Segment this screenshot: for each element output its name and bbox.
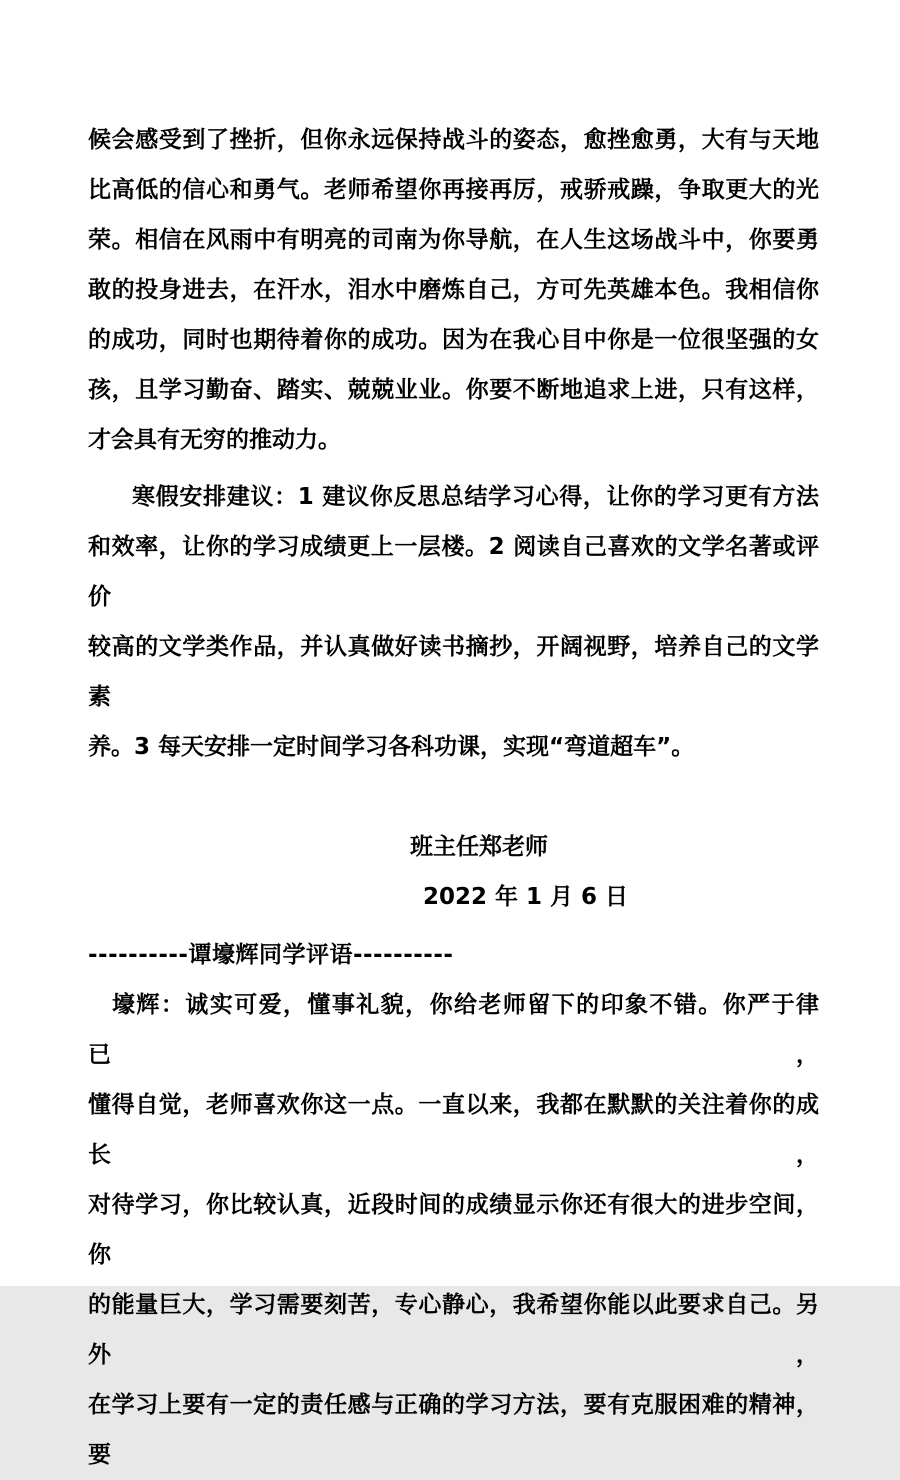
vacation-advice-paragraph: [88, 472, 819, 772]
document-content: [88, 115, 819, 1480]
teacher-comment-paragraph: [88, 115, 819, 465]
comment-date: 2022 年 1 月 6 日: [423, 884, 629, 910]
student-section-divider: ----------谭壕辉同学评语----------: [88, 942, 454, 968]
teacher-signature: 班主任郑老师: [410, 834, 548, 860]
text-line: 敢的投身进去，在汗水，泪水中磨炼自己，方可先英雄本色。我相信你: [88, 277, 819, 303]
text-line: 对待学习，你比较认真，近段时间的成绩显示你还有很大的进步空间，你: [88, 1192, 819, 1268]
student-comment-paragraph: [88, 980, 819, 1480]
text-line: 荣。相信在风雨中有明亮的司南为你导航，在人生这场战斗中，你要勇: [88, 227, 819, 253]
text-line: 孩，且学习勤奋、踏实、兢兢业业。你要不断地追求上进，只有这样，: [88, 377, 819, 403]
text-line: 才会具有无穷的推动力。: [88, 427, 341, 453]
text-line: 养。3 每天安排一定时间学习各科功课，实现“弯道超车”。: [88, 734, 695, 760]
text-line: 寒假安排建议：1 建议你反思总结学习心得，让你的学习更有方法: [132, 484, 819, 510]
text-line: 和效率，让你的学习成绩更上一层楼。2 阅读自己喜欢的文学名著或评价: [88, 534, 819, 610]
text-line: 懂得自觉，老师喜欢你这一点。一直以来，我都在默默的关注着你的成长，: [88, 1092, 819, 1168]
text-line: 在学习上要有一定的责任感与正确的学习方法，要有克服困难的精神，要: [88, 1392, 819, 1468]
text-line: 的成功，同时也期待着你的成功。因为在我心目中你是一位很坚强的女: [88, 327, 819, 353]
text-line: 壕辉：诚实可爱，懂事礼貌，你给老师留下的印象不错。你严于律已，: [88, 992, 819, 1068]
text-line: 的能量巨大，学习需要刻苦，专心静心，我希望你能以此要求自己。另外，: [88, 1292, 819, 1368]
text-line: 较高的文学类作品，并认真做好读书摘抄，开阔视野，培养自己的文学素: [88, 634, 819, 710]
text-line: 候会感受到了挫折，但你永远保持战斗的姿态，愈挫愈勇，大有与天地: [88, 127, 819, 153]
text-line: 比高低的信心和勇气。老师希望你再接再厉，戒骄戒躁，争取更大的光: [88, 177, 819, 203]
